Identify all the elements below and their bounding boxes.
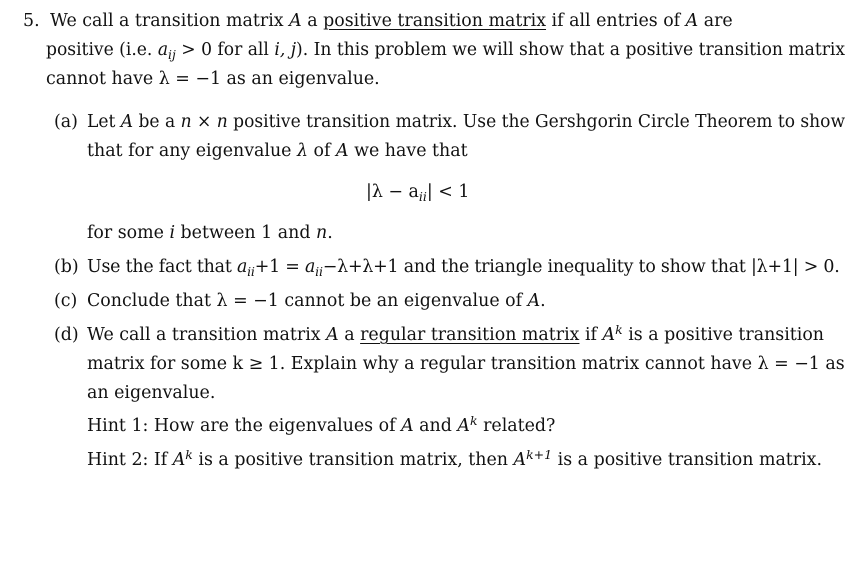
part-b-label: (b) bbox=[54, 257, 79, 277]
intro-line-2: positive (i.e. $a_{ij} > 0$ for all i, j). In this problem we will show that a positive transition matrix bbox=[46, 40, 846, 62]
part-a-line-1: Let A be a n × n positive transition matrix. Use the Gershgorin Circle Theorem to show bbox=[87, 112, 846, 132]
problem-number: 5. bbox=[23, 11, 40, 31]
hint-2: Hint 2: If $A^k$ is a positive transition matrix, then $A^{k+1}$ is a positive transition matrix. bbox=[87, 447, 823, 470]
regular-transition-matrix-term: regular transition matrix bbox=[360, 325, 580, 345]
part-b-line: Use the fact that $a_{ii}+1 = a_{ii}-\lambda+\lambda+1$ and the triangle inequality to show that |λ+1| > 0. bbox=[87, 257, 840, 279]
part-c-line: Conclude that λ = −1 cannot be an eigenvalue of A. bbox=[87, 291, 546, 311]
part-d-line-3: an eigenvalue. bbox=[87, 383, 216, 403]
part-c-label: (c) bbox=[54, 291, 78, 311]
intro-line-1: We call a transition matrix A a positive transition matrix if all entries of A are bbox=[50, 11, 733, 31]
part-d-line-2: matrix for some k ≥ 1. Explain why a regular transition matrix cannot have λ = −1 as bbox=[87, 354, 845, 374]
intro-line-3: cannot have λ = −1 as an eigenvalue. bbox=[46, 69, 380, 89]
gershgorin-inequality: $|\lambda - a_{ii}| < 1$ bbox=[366, 182, 470, 204]
part-d-line-1: We call a transition matrix A a regular transition matrix if $A^k$ is a positive transition bbox=[87, 322, 824, 345]
part-a-label: (a) bbox=[54, 112, 78, 132]
hint-1: Hint 1: How are the eigenvalues of A and $A^k$ related? bbox=[87, 413, 556, 436]
part-a-line-3: for some i between 1 and n. bbox=[87, 223, 333, 243]
part-d-label: (d) bbox=[54, 325, 79, 345]
positive-transition-matrix-term: positive transition matrix bbox=[323, 11, 547, 31]
part-a-line-2: that for any eigenvalue λ of A we have that bbox=[87, 141, 468, 161]
